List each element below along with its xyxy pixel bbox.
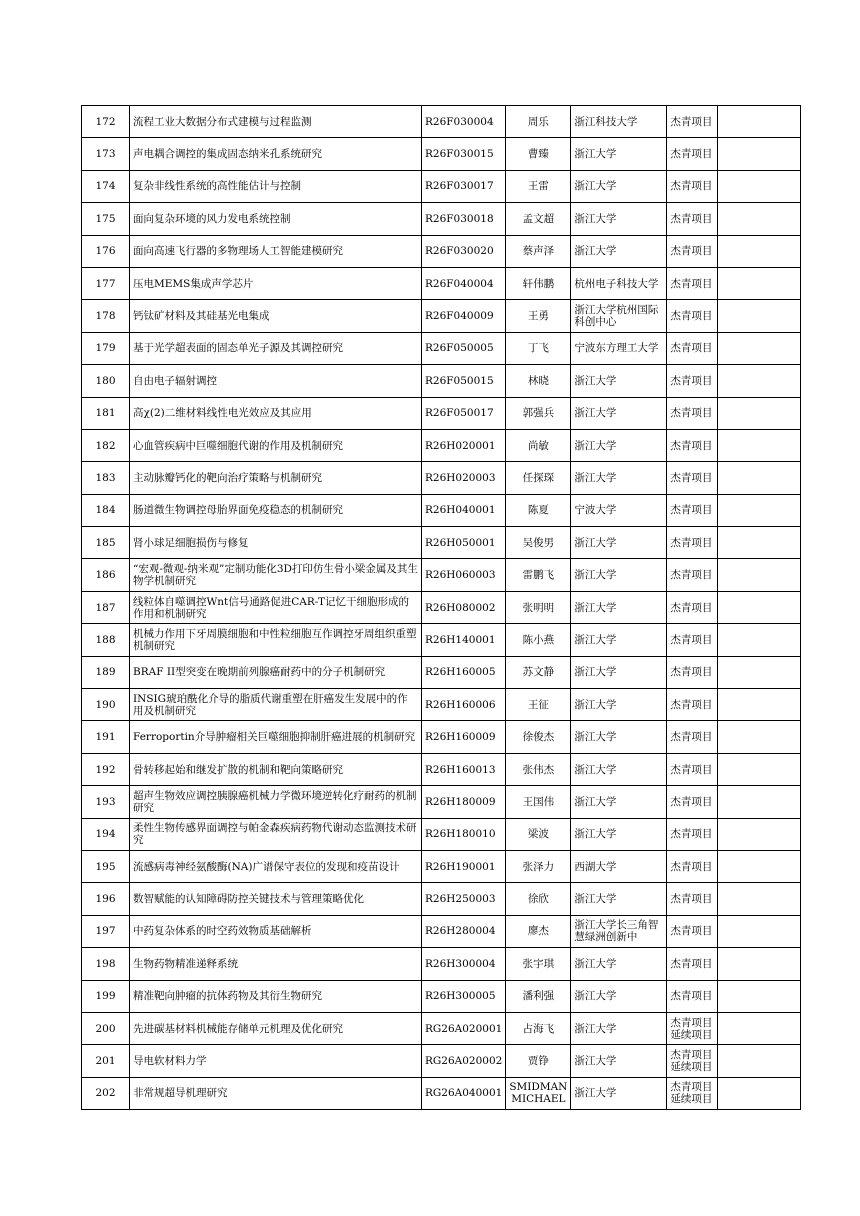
institution: 浙江大学: [571, 753, 667, 785]
table-row: [82, 429, 801, 461]
table-row: [82, 1012, 801, 1044]
row-number: 192: [82, 753, 130, 785]
table-row: [82, 624, 801, 656]
project-title: 精准靶向肿瘤的抗体药物及其衍生物研究: [130, 980, 422, 1012]
project-title: 导电软材料力学: [130, 1045, 422, 1077]
remarks-cell: [718, 753, 801, 785]
project-code: RG26A040001: [422, 1077, 506, 1109]
project-type: 杰青项目: [667, 915, 718, 947]
project-type: 杰青项目: [667, 624, 718, 656]
project-type: 杰青项目: [667, 494, 718, 526]
project-type: 杰青项目: [667, 138, 718, 170]
project-title: 先进碳基材料机械能存储单元机理及优化研究: [130, 1012, 422, 1044]
row-number: 186: [82, 559, 130, 591]
institution: 浙江大学杭州国际科创中心: [571, 300, 667, 332]
project-code: R26F050015: [422, 365, 506, 397]
project-type: 杰青项目: [667, 818, 718, 850]
principal-investigator: 郭强兵: [506, 397, 571, 429]
remarks-cell: [718, 818, 801, 850]
remarks-cell: [718, 429, 801, 461]
project-code: R26H040001: [422, 494, 506, 526]
table-row: [82, 689, 801, 721]
project-type: 杰青项目: [667, 203, 718, 235]
remarks-cell: [718, 106, 801, 138]
project-type: 杰青项目: [667, 591, 718, 623]
project-code: R26H190001: [422, 850, 506, 882]
project-code: R26H250003: [422, 883, 506, 915]
project-code: R26H180009: [422, 786, 506, 818]
principal-investigator: 张宇琪: [506, 948, 571, 980]
project-type: 杰青项目: [667, 980, 718, 1012]
row-number: 182: [82, 429, 130, 461]
project-code: R26H020003: [422, 462, 506, 494]
project-title: 高χ(2)二维材料线性电光效应及其应用: [130, 397, 422, 429]
project-code: R26F030004: [422, 106, 506, 138]
project-code: R26H140001: [422, 624, 506, 656]
remarks-cell: [718, 786, 801, 818]
project-code: R26H050001: [422, 527, 506, 559]
row-number: 199: [82, 980, 130, 1012]
remarks-cell: [718, 689, 801, 721]
principal-investigator: 梁波: [506, 818, 571, 850]
principal-investigator: 孟文超: [506, 203, 571, 235]
remarks-cell: [718, 462, 801, 494]
row-number: 183: [82, 462, 130, 494]
project-title: 复杂非线性系统的高性能估计与控制: [130, 170, 422, 202]
project-type: 杰青项目: [667, 462, 718, 494]
table-row: [82, 300, 801, 332]
project-code: R26H160006: [422, 689, 506, 721]
project-code: R26F040009: [422, 300, 506, 332]
project-type: 杰青项目: [667, 527, 718, 559]
row-number: 173: [82, 138, 130, 170]
remarks-cell: [718, 138, 801, 170]
remarks-cell: [718, 267, 801, 299]
project-title: 基于光学超表面的固态单光子源及其调控研究: [130, 332, 422, 364]
project-type: 杰青项目: [667, 106, 718, 138]
project-title: 自由电子辐射调控: [130, 365, 422, 397]
principal-investigator: 张明明: [506, 591, 571, 623]
principal-investigator: 徐欣: [506, 883, 571, 915]
table-row: [82, 786, 801, 818]
institution: 浙江大学: [571, 624, 667, 656]
table-row: [82, 883, 801, 915]
institution: 浙江大学: [571, 203, 667, 235]
table-row: [82, 721, 801, 753]
row-number: 200: [82, 1012, 130, 1044]
remarks-cell: [718, 883, 801, 915]
row-number: 189: [82, 656, 130, 688]
project-code: R26H300004: [422, 948, 506, 980]
row-number: 176: [82, 235, 130, 267]
principal-investigator: 徐俊杰: [506, 721, 571, 753]
project-title: 超声生物效应调控胰腺癌机械力学微环境逆转化疗耐药的机制研究: [130, 786, 422, 818]
institution: 浙江大学: [571, 235, 667, 267]
principal-investigator: 陈小燕: [506, 624, 571, 656]
institution: 浙江大学: [571, 786, 667, 818]
project-code: R26H160013: [422, 753, 506, 785]
table-row: [82, 1077, 801, 1109]
row-number: 201: [82, 1045, 130, 1077]
project-type: 杰青项目: [667, 267, 718, 299]
institution: 宁波大学: [571, 494, 667, 526]
principal-investigator: 苏文静: [506, 656, 571, 688]
project-title: “宏观-微观-纳米观”定制功能化3D打印仿生骨小梁金属及其生物学机制研究: [130, 559, 422, 591]
project-title: 机械力作用下牙周膜细胞和中性粒细胞互作调控牙周组织重塑机制研究: [130, 624, 422, 656]
table-row: [82, 656, 801, 688]
principal-investigator: 林晓: [506, 365, 571, 397]
principal-investigator: 张泽力: [506, 850, 571, 882]
row-number: 188: [82, 624, 130, 656]
row-number: 181: [82, 397, 130, 429]
project-title: 柔性生物传感界面调控与帕金森疾病药物代谢动态监测技术研究: [130, 818, 422, 850]
principal-investigator: 陈夏: [506, 494, 571, 526]
table-row: [82, 203, 801, 235]
remarks-cell: [718, 980, 801, 1012]
institution: 杭州电子科技大学: [571, 267, 667, 299]
project-code: R26F050017: [422, 397, 506, 429]
principal-investigator: 张伟杰: [506, 753, 571, 785]
project-code: R26H160009: [422, 721, 506, 753]
remarks-cell: [718, 170, 801, 202]
table-row: [82, 980, 801, 1012]
project-type: 杰青项目: [667, 235, 718, 267]
project-title: 钙钛矿材料及其硅基光电集成: [130, 300, 422, 332]
principal-investigator: 曹臻: [506, 138, 571, 170]
table-row: [82, 915, 801, 947]
remarks-cell: [718, 1045, 801, 1077]
row-number: 184: [82, 494, 130, 526]
project-code: R26H300005: [422, 980, 506, 1012]
remarks-cell: [718, 559, 801, 591]
project-title: 主动脉瓣钙化的靶向治疗策略与机制研究: [130, 462, 422, 494]
project-title: 流程工业大数据分布式建模与过程监测: [130, 106, 422, 138]
project-code: R26H180010: [422, 818, 506, 850]
project-code: R26F040004: [422, 267, 506, 299]
institution: 浙江大学: [571, 365, 667, 397]
principal-investigator: 轩伟鹏: [506, 267, 571, 299]
table-row: [82, 494, 801, 526]
project-code: R26H160005: [422, 656, 506, 688]
institution: 浙江大学: [571, 1012, 667, 1044]
row-number: 187: [82, 591, 130, 623]
project-type: 杰青项目: [667, 332, 718, 364]
row-number: 195: [82, 850, 130, 882]
institution: 浙江大学: [571, 818, 667, 850]
institution: 浙江大学: [571, 462, 667, 494]
remarks-cell: [718, 332, 801, 364]
principal-investigator: 贾铮: [506, 1045, 571, 1077]
remarks-cell: [718, 300, 801, 332]
principal-investigator: 雷鹏飞: [506, 559, 571, 591]
institution: 浙江大学: [571, 397, 667, 429]
principal-investigator: 王雷: [506, 170, 571, 202]
row-number: 191: [82, 721, 130, 753]
table-row: [82, 332, 801, 364]
project-code: RG26A020001: [422, 1012, 506, 1044]
principal-investigator: 任探琛: [506, 462, 571, 494]
institution: 浙江大学: [571, 1045, 667, 1077]
row-number: 178: [82, 300, 130, 332]
table-row: [82, 235, 801, 267]
remarks-cell: [718, 527, 801, 559]
row-number: 194: [82, 818, 130, 850]
project-type: 杰青项目延续项目: [667, 1077, 718, 1109]
row-number: 180: [82, 365, 130, 397]
principal-investigator: 吴俊男: [506, 527, 571, 559]
project-code: R26F030017: [422, 170, 506, 202]
project-type: 杰青项目: [667, 365, 718, 397]
project-type: 杰青项目: [667, 721, 718, 753]
row-number: 185: [82, 527, 130, 559]
project-code: R26F030018: [422, 203, 506, 235]
project-title: 线粒体自噬调控Wnt信号通路促进CAR-T记忆干细胞形成的作用和机制研究: [130, 591, 422, 623]
principal-investigator: 周乐: [506, 106, 571, 138]
row-number: 198: [82, 948, 130, 980]
project-code: R26F030015: [422, 138, 506, 170]
row-number: 190: [82, 689, 130, 721]
institution: 浙江大学长三角智慧绿洲创新中: [571, 915, 667, 947]
remarks-cell: [718, 1077, 801, 1109]
institution: 宁波东方理工大学: [571, 332, 667, 364]
institution: 浙江大学: [571, 559, 667, 591]
remarks-cell: [718, 850, 801, 882]
table-row: [82, 106, 801, 138]
project-type: 杰青项目: [667, 753, 718, 785]
row-number: 179: [82, 332, 130, 364]
project-title: 压电MEMS集成声学芯片: [130, 267, 422, 299]
project-code: RG26A020002: [422, 1045, 506, 1077]
row-number: 174: [82, 170, 130, 202]
project-rows: [82, 106, 801, 1110]
project-type: 杰青项目: [667, 883, 718, 915]
table-row: [82, 267, 801, 299]
institution: 浙江大学: [571, 591, 667, 623]
project-title: 肾小球足细胞损伤与修复: [130, 527, 422, 559]
project-type: 杰青项目: [667, 397, 718, 429]
table-row: [82, 1045, 801, 1077]
project-type: 杰青项目: [667, 300, 718, 332]
project-title: 流感病毒神经氨酸酶(NA)广谱保守表位的发现和疫苗设计: [130, 850, 422, 882]
principal-investigator: 王国伟: [506, 786, 571, 818]
table-row: [82, 527, 801, 559]
principal-investigator: 王勇: [506, 300, 571, 332]
project-code: R26H280004: [422, 915, 506, 947]
remarks-cell: [718, 721, 801, 753]
project-code: R26H020001: [422, 429, 506, 461]
project-title: Ferroportin介导肿瘤相关巨噬细胞抑制肝癌进展的机制研究: [130, 721, 422, 753]
institution: 浙江大学: [571, 948, 667, 980]
table-row: [82, 397, 801, 429]
row-number: 202: [82, 1077, 130, 1109]
project-type: 杰青项目: [667, 429, 718, 461]
remarks-cell: [718, 948, 801, 980]
project-type: 杰青项目: [667, 948, 718, 980]
institution: 浙江科技大学: [571, 106, 667, 138]
table-row: [82, 462, 801, 494]
principal-investigator: 占海飞: [506, 1012, 571, 1044]
table-row: [82, 948, 801, 980]
row-number: 197: [82, 915, 130, 947]
table-row: [82, 850, 801, 882]
project-title: BRAF II型突变在晚期前列腺癌耐药中的分子机制研究: [130, 656, 422, 688]
institution: 浙江大学: [571, 170, 667, 202]
project-title: 生物药物精准递释系统: [130, 948, 422, 980]
principal-investigator: 廖杰: [506, 915, 571, 947]
principal-investigator: SMIDMAN MICHAEL: [506, 1077, 571, 1109]
principal-investigator: 王征: [506, 689, 571, 721]
project-code: R26F050005: [422, 332, 506, 364]
project-title: 心血管疾病中巨噬细胞代谢的作用及机制研究: [130, 429, 422, 461]
table-row: [82, 559, 801, 591]
project-type: 杰青项目: [667, 656, 718, 688]
project-type: 杰青项目: [667, 170, 718, 202]
project-type: 杰青项目延续项目: [667, 1045, 718, 1077]
row-number: 193: [82, 786, 130, 818]
project-type: 杰青项目: [667, 689, 718, 721]
institution: 浙江大学: [571, 980, 667, 1012]
project-type: 杰青项目: [667, 850, 718, 882]
project-code: R26H080002: [422, 591, 506, 623]
institution: 浙江大学: [571, 138, 667, 170]
project-type: 杰青项目: [667, 786, 718, 818]
project-title: 非常规超导机理研究: [130, 1077, 422, 1109]
project-type: 杰青项目延续项目: [667, 1012, 718, 1044]
table-row: [82, 138, 801, 170]
project-title: 面向复杂环境的风力发电系统控制: [130, 203, 422, 235]
table-row: [82, 365, 801, 397]
project-title: INSIG琥珀酰化介导的脂质代谢重塑在肝癌发生发展中的作用及机制研究: [130, 689, 422, 721]
institution: 浙江大学: [571, 883, 667, 915]
institution: 浙江大学: [571, 689, 667, 721]
row-number: 175: [82, 203, 130, 235]
project-title: 数智赋能的认知障碍防控关键技术与管理策略优化: [130, 883, 422, 915]
institution: 浙江大学: [571, 527, 667, 559]
principal-investigator: 潘利强: [506, 980, 571, 1012]
remarks-cell: [718, 235, 801, 267]
project-type: 杰青项目: [667, 559, 718, 591]
principal-investigator: 丁飞: [506, 332, 571, 364]
table-row: [82, 591, 801, 623]
project-title: 肠道微生物调控母胎界面免疫稳态的机制研究: [130, 494, 422, 526]
remarks-cell: [718, 203, 801, 235]
institution: 浙江大学: [571, 721, 667, 753]
institution: 西湖大学: [571, 850, 667, 882]
project-title: 骨转移起始和继发扩散的机制和靶向策略研究: [130, 753, 422, 785]
table-row: [82, 170, 801, 202]
project-title: 中药复杂体系的时空药效物质基础解析: [130, 915, 422, 947]
project-title: 面向高速飞行器的多物理场人工智能建模研究: [130, 235, 422, 267]
institution: 浙江大学: [571, 1077, 667, 1109]
project-table: [81, 105, 801, 1110]
row-number: 172: [82, 106, 130, 138]
remarks-cell: [718, 494, 801, 526]
remarks-cell: [718, 1012, 801, 1044]
remarks-cell: [718, 365, 801, 397]
institution: 浙江大学: [571, 429, 667, 461]
principal-investigator: 蔡声泽: [506, 235, 571, 267]
remarks-cell: [718, 591, 801, 623]
principal-investigator: 尚敏: [506, 429, 571, 461]
institution: 浙江大学: [571, 656, 667, 688]
remarks-cell: [718, 624, 801, 656]
row-number: 196: [82, 883, 130, 915]
project-code: R26F030020: [422, 235, 506, 267]
table-row: [82, 818, 801, 850]
project-code: R26H060003: [422, 559, 506, 591]
remarks-cell: [718, 397, 801, 429]
row-number: 177: [82, 267, 130, 299]
remarks-cell: [718, 915, 801, 947]
table-row: [82, 753, 801, 785]
project-title: 声电耦合调控的集成固态纳米孔系统研究: [130, 138, 422, 170]
remarks-cell: [718, 656, 801, 688]
